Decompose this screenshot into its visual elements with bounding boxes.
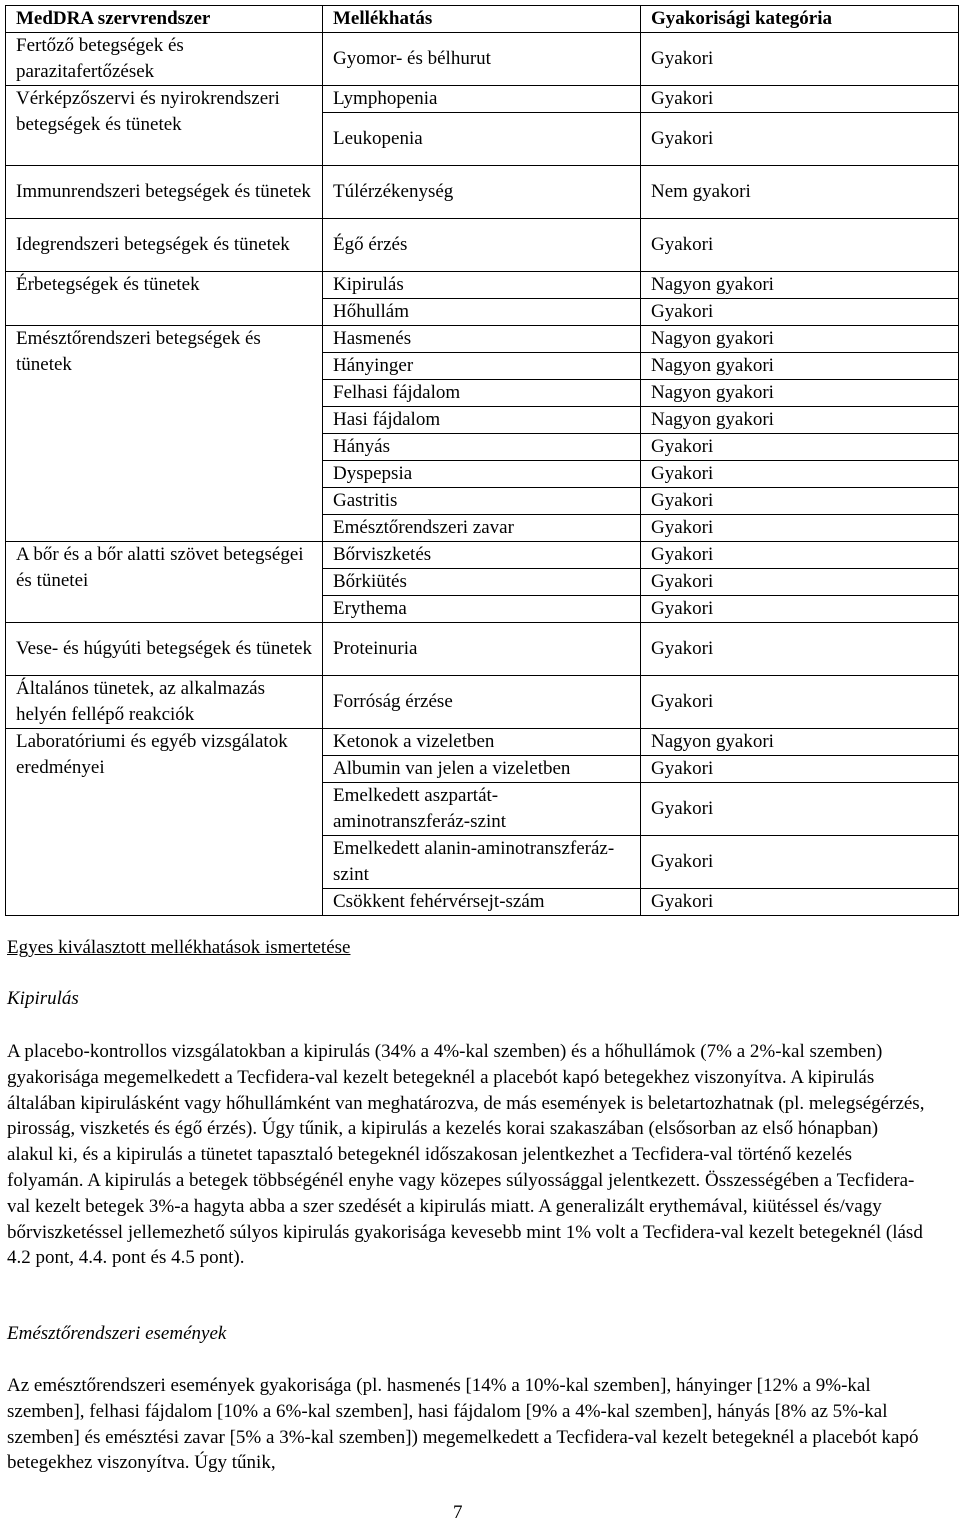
frequency-cell: Gyakori xyxy=(641,542,959,569)
soc-cell: Fertőző betegségek és parazitafertőzések xyxy=(6,33,323,86)
frequency-cell: Gyakori xyxy=(641,219,959,272)
reaction-cell: Hányinger xyxy=(323,353,641,380)
frequency-cell: Gyakori xyxy=(641,488,959,515)
soc-cell: Idegrendszeri betegségek és tünetek xyxy=(6,219,323,272)
reaction-cell: Túlérzékenység xyxy=(323,166,641,219)
frequency-cell: Gyakori xyxy=(641,515,959,542)
frequency-cell: Gyakori xyxy=(641,676,959,729)
reaction-cell: Emésztőrendszeri zavar xyxy=(323,515,641,542)
reaction-cell: Lymphopenia xyxy=(323,86,641,113)
frequency-cell: Gyakori xyxy=(641,33,959,86)
paragraph-gi-events: Az emésztőrendszeri események gyakorisága (pl. hasmenés [14% a 10%-kal szemben], hányinger [12% a 9%-kal szemben], felhasi fájdalom [10% a 6%-kal szemben], hasi fájdalom [9% a 4%-kal szemben], hányás [8% az 5%-kal szemben] és emésztési zavar [5% a 3%-kal szemben]) megemelkedett a Tecfidera-val kezelt betegeknél a placebót kapó betegekhez viszonyítva. Úgy tűnik, xyxy=(7,1375,919,1474)
soc-cell: Vérképzőszervi és nyirokrendszeri betegségek és tünetek xyxy=(6,86,323,166)
page-number: 7 xyxy=(453,1502,463,1523)
frequency-cell: Nagyon gyakori xyxy=(641,326,959,353)
frequency-cell: Gyakori xyxy=(641,783,959,836)
soc-cell: Vese- és húgyúti betegségek és tünetek xyxy=(6,623,323,676)
frequency-cell: Nagyon gyakori xyxy=(641,729,959,756)
soc-cell: A bőr és a bőr alatti szövet betegségei és tünetei xyxy=(6,542,323,623)
reaction-cell: Emelkedett alanin-aminotranszferáz-szint xyxy=(323,836,641,889)
frequency-cell: Nagyon gyakori xyxy=(641,353,959,380)
soc-cell: Laboratóriumi és egyéb vizsgálatok eredményei xyxy=(6,729,323,916)
frequency-cell: Gyakori xyxy=(641,756,959,783)
frequency-cell: Nem gyakori xyxy=(641,166,959,219)
frequency-cell: Gyakori xyxy=(641,299,959,326)
table-row xyxy=(6,33,959,86)
reaction-cell: Albumin van jelen a vizeletben xyxy=(323,756,641,783)
table-row xyxy=(6,272,959,299)
reaction-cell: Bőrviszketés xyxy=(323,542,641,569)
reaction-cell: Hőhullám xyxy=(323,299,641,326)
reaction-cell: Bőrkiütés xyxy=(323,569,641,596)
subheading-gi-events: Emésztőrendszeri események xyxy=(7,1323,227,1344)
frequency-cell: Gyakori xyxy=(641,889,959,916)
frequency-cell: Gyakori xyxy=(641,569,959,596)
table-row xyxy=(6,542,959,569)
table-row xyxy=(6,623,959,676)
reaction-cell: Hányás xyxy=(323,434,641,461)
reaction-cell: Hasmenés xyxy=(323,326,641,353)
reaction-cell: Csökkent fehérvérsejt-szám xyxy=(323,889,641,916)
soc-cell: Emésztőrendszeri betegségek és tünetek xyxy=(6,326,323,542)
table-row xyxy=(6,219,959,272)
frequency-cell: Gyakori xyxy=(641,86,959,113)
frequency-cell: Gyakori xyxy=(641,434,959,461)
header-reaction: Mellékhatás xyxy=(323,6,641,33)
frequency-cell: Nagyon gyakori xyxy=(641,272,959,299)
reaction-cell: Emelkedett aszpartát-aminotranszferáz-szint xyxy=(323,783,641,836)
section-title: Egyes kiválasztott mellékhatások ismertetése xyxy=(7,937,351,958)
frequency-cell: Gyakori xyxy=(641,596,959,623)
table-row xyxy=(6,676,959,729)
adverse-reactions-table xyxy=(5,5,959,916)
reaction-cell: Proteinuria xyxy=(323,623,641,676)
table-header-row xyxy=(6,6,959,33)
reaction-cell: Forróság érzése xyxy=(323,676,641,729)
table-row xyxy=(6,729,959,756)
reaction-cell: Leukopenia xyxy=(323,113,641,166)
paragraph-flushing: A placebo-kontrollos vizsgálatokban a kipirulás (34% a 4%-kal szemben) és a hőhullámok (7% a 2%-kal szemben) gyakorisága megemelkedett a Tecfidera-val kezelt betegeknél a placebót kapó betegekhez viszonyítva. A kipirulás általában kipirulásként vagy hőhullámként van meghatározva, de más események is beletartozhatnak (pl. melegségérzés, pirosság, viszketés és égő érzés). Úgy tűnik, a kipirulás a kezelés korai szakaszában (elsősorban az első hónapban) alakul ki, és a kipirulás a tünetet tapasztaló betegeknél időszakosan jelentkezhet a Tecfidera-val történő kezelés folyamán. A kipirulás a betegek többségénél enyhe vagy közepes súlyossággal jelentkezett. Összességében a Tecfidera-val kezelt betegek 3%-a hagyta abba a szer szedését a kipirulás miatt. A generalizált erythemával, kiütéssel és/vagy bőrviszketéssel jellemezhető súlyos kipirulás gyakorisága kevesebb mint 1% volt a Tecfidera-val kezelt betegeknél (lásd 4.2 pont, 4.4. pont és 4.5 pont). xyxy=(7,1041,925,1269)
subheading-flushing: Kipirulás xyxy=(7,988,79,1009)
soc-cell: Érbetegségek és tünetek xyxy=(6,272,323,326)
frequency-cell: Gyakori xyxy=(641,623,959,676)
soc-cell: Immunrendszeri betegségek és tünetek xyxy=(6,166,323,219)
reaction-cell: Gyomor- és bélhurut xyxy=(323,33,641,86)
frequency-cell: Gyakori xyxy=(641,461,959,488)
frequency-cell: Gyakori xyxy=(641,836,959,889)
header-frequency: Gyakorisági kategória xyxy=(641,6,959,33)
reaction-cell: Hasi fájdalom xyxy=(323,407,641,434)
soc-cell: Általános tünetek, az alkalmazás helyén fellépő reakciók xyxy=(6,676,323,729)
table-row xyxy=(6,326,959,353)
table-row xyxy=(6,166,959,219)
reaction-cell: Ketonok a vizeletben xyxy=(323,729,641,756)
header-soc: MedDRA szervrendszer xyxy=(6,6,323,33)
reaction-cell: Erythema xyxy=(323,596,641,623)
reaction-cell: Gastritis xyxy=(323,488,641,515)
table-row xyxy=(6,86,959,113)
reaction-cell: Kipirulás xyxy=(323,272,641,299)
frequency-cell: Gyakori xyxy=(641,113,959,166)
frequency-cell: Nagyon gyakori xyxy=(641,380,959,407)
reaction-cell: Égő érzés xyxy=(323,219,641,272)
frequency-cell: Nagyon gyakori xyxy=(641,407,959,434)
reaction-cell: Dyspepsia xyxy=(323,461,641,488)
reaction-cell: Felhasi fájdalom xyxy=(323,380,641,407)
